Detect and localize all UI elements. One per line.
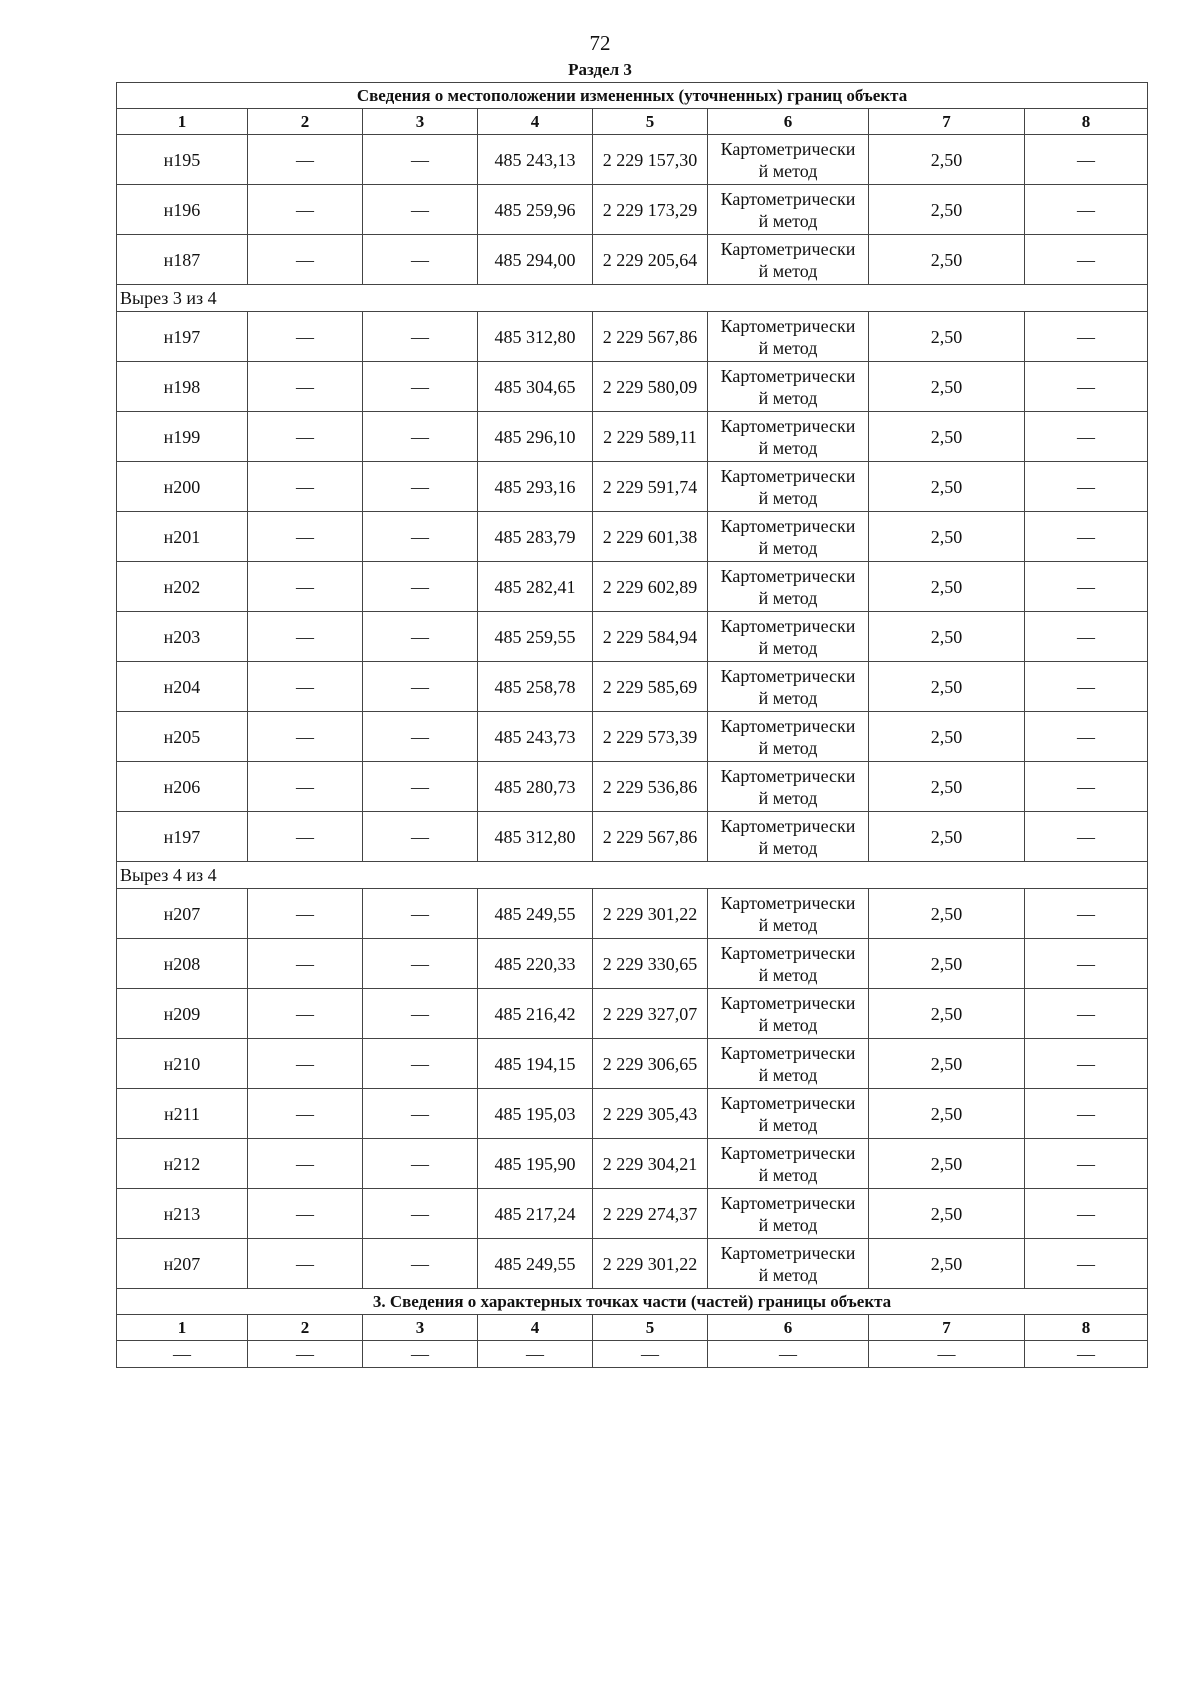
empty-cell: — xyxy=(478,1341,593,1368)
col2-cell: — xyxy=(248,1089,363,1139)
empty-cell: — xyxy=(117,1341,248,1368)
table-row xyxy=(117,562,1148,612)
table-row xyxy=(117,889,1148,939)
table-row xyxy=(117,1089,1148,1139)
col3-cell: — xyxy=(363,989,478,1039)
group-label: Вырез 3 из 4 xyxy=(117,285,1148,312)
method-line-2: й метод xyxy=(758,1064,818,1085)
x-coordinate-cell: 485 293,16 xyxy=(478,462,593,512)
method-cell xyxy=(708,462,869,512)
column-header-row xyxy=(117,109,1148,135)
accuracy-cell: 2,50 xyxy=(869,1139,1025,1189)
method-line-1: Картометрически xyxy=(720,765,856,786)
y-coordinate-cell: 2 229 327,07 xyxy=(593,989,708,1039)
col2-cell: — xyxy=(248,462,363,512)
y-coordinate-cell: 2 229 173,29 xyxy=(593,185,708,235)
point-name-cell: н197 xyxy=(117,312,248,362)
column-header: 5 xyxy=(593,109,708,135)
group-label-row xyxy=(117,862,1148,889)
x-coordinate-cell: 485 249,55 xyxy=(478,1239,593,1289)
col2-cell: — xyxy=(248,662,363,712)
method-line-1: Картометрически xyxy=(720,1142,856,1163)
method-line-1: Картометрически xyxy=(720,465,856,486)
column-header: 2 xyxy=(248,1315,363,1341)
col8-cell: — xyxy=(1025,712,1148,762)
x-coordinate-cell: 485 243,73 xyxy=(478,712,593,762)
table-row xyxy=(117,1189,1148,1239)
col8-cell: — xyxy=(1025,812,1148,862)
method-line-1: Картометрически xyxy=(720,365,856,386)
x-coordinate-cell: 485 194,15 xyxy=(478,1039,593,1089)
accuracy-cell: 2,50 xyxy=(869,762,1025,812)
point-name-cell: н207 xyxy=(117,889,248,939)
method-line-1: Картометрически xyxy=(720,1192,856,1213)
y-coordinate-cell: 2 229 601,38 xyxy=(593,512,708,562)
table-row xyxy=(117,662,1148,712)
method-line-1: Картометрически xyxy=(720,665,856,686)
col3-cell: — xyxy=(363,135,478,185)
y-coordinate-cell: 2 229 602,89 xyxy=(593,562,708,612)
method-line-2: й метод xyxy=(758,1214,818,1235)
section3-header-row xyxy=(117,1315,1148,1341)
table-row xyxy=(117,512,1148,562)
y-coordinate-cell: 2 229 205,64 xyxy=(593,235,708,285)
column-header: 1 xyxy=(117,109,248,135)
col2-cell: — xyxy=(248,812,363,862)
accuracy-cell: 2,50 xyxy=(869,662,1025,712)
y-coordinate-cell: 2 229 589,11 xyxy=(593,412,708,462)
method-line-2: й метод xyxy=(758,387,818,408)
col8-cell: — xyxy=(1025,512,1148,562)
col2-cell: — xyxy=(248,235,363,285)
page-number: 72 xyxy=(589,31,611,55)
column-header: 4 xyxy=(478,109,593,135)
empty-cell: — xyxy=(363,1341,478,1368)
table-row xyxy=(117,135,1148,185)
y-coordinate-cell: 2 229 580,09 xyxy=(593,362,708,412)
table-title: Сведения о местоположении измененных (уточненных) границ объекта xyxy=(117,83,1148,109)
method-line-1: Картометрически xyxy=(720,415,856,436)
accuracy-cell: 2,50 xyxy=(869,185,1025,235)
col3-cell: — xyxy=(363,1189,478,1239)
section-title: Раздел 3 xyxy=(568,60,632,79)
column-header: 8 xyxy=(1025,1315,1148,1341)
table-row xyxy=(117,612,1148,662)
col2-cell: — xyxy=(248,939,363,989)
section3-title: 3. Сведения о характерных точках части (частей) границы объекта xyxy=(117,1289,1148,1315)
accuracy-cell: 2,50 xyxy=(869,1039,1025,1089)
col8-cell: — xyxy=(1025,889,1148,939)
col2-cell: — xyxy=(248,712,363,762)
method-line-1: Картометрически xyxy=(720,615,856,636)
y-coordinate-cell: 2 229 567,86 xyxy=(593,312,708,362)
empty-cell: — xyxy=(869,1341,1025,1368)
y-coordinate-cell: 2 229 301,22 xyxy=(593,1239,708,1289)
col8-cell: — xyxy=(1025,362,1148,412)
boundary-table xyxy=(116,82,1148,1368)
method-line-2: й метод xyxy=(758,964,818,985)
table-row xyxy=(117,185,1148,235)
point-name-cell: н213 xyxy=(117,1189,248,1239)
method-line-2: й метод xyxy=(758,914,818,935)
col8-cell: — xyxy=(1025,462,1148,512)
method-cell xyxy=(708,1239,869,1289)
col3-cell: — xyxy=(363,1089,478,1139)
method-line-1: Картометрически xyxy=(720,565,856,586)
accuracy-cell: 2,50 xyxy=(869,889,1025,939)
point-name-cell: н208 xyxy=(117,939,248,989)
point-name-cell: н207 xyxy=(117,1239,248,1289)
method-line-2: й метод xyxy=(758,210,818,231)
method-line-1: Картометрически xyxy=(720,715,856,736)
col2-cell: — xyxy=(248,312,363,362)
point-name-cell: н201 xyxy=(117,512,248,562)
col8-cell: — xyxy=(1025,135,1148,185)
method-line-1: Картометрически xyxy=(720,892,856,913)
point-name-cell: н195 xyxy=(117,135,248,185)
point-name-cell: н198 xyxy=(117,362,248,412)
method-line-1: Картометрически xyxy=(720,188,856,209)
method-line-2: й метод xyxy=(758,837,818,858)
accuracy-cell: 2,50 xyxy=(869,462,1025,512)
col2-cell: — xyxy=(248,185,363,235)
table-row xyxy=(117,1139,1148,1189)
accuracy-cell: 2,50 xyxy=(869,235,1025,285)
accuracy-cell: 2,50 xyxy=(869,1189,1025,1239)
y-coordinate-cell: 2 229 157,30 xyxy=(593,135,708,185)
point-name-cell: н205 xyxy=(117,712,248,762)
x-coordinate-cell: 485 312,80 xyxy=(478,312,593,362)
point-name-cell: н209 xyxy=(117,989,248,1039)
accuracy-cell: 2,50 xyxy=(869,412,1025,462)
col3-cell: — xyxy=(363,812,478,862)
x-coordinate-cell: 485 220,33 xyxy=(478,939,593,989)
method-line-2: й метод xyxy=(758,1264,818,1285)
x-coordinate-cell: 485 304,65 xyxy=(478,362,593,412)
col8-cell: — xyxy=(1025,939,1148,989)
col2-cell: — xyxy=(248,362,363,412)
column-header: 8 xyxy=(1025,109,1148,135)
method-cell xyxy=(708,762,869,812)
accuracy-cell: 2,50 xyxy=(869,939,1025,989)
method-cell xyxy=(708,235,869,285)
col3-cell: — xyxy=(363,662,478,712)
table-row xyxy=(117,462,1148,512)
col2-cell: — xyxy=(248,1139,363,1189)
accuracy-cell: 2,50 xyxy=(869,1239,1025,1289)
table-row xyxy=(117,812,1148,862)
col2-cell: — xyxy=(248,612,363,662)
x-coordinate-cell: 485 259,96 xyxy=(478,185,593,235)
x-coordinate-cell: 485 280,73 xyxy=(478,762,593,812)
method-cell xyxy=(708,412,869,462)
x-coordinate-cell: 485 217,24 xyxy=(478,1189,593,1239)
method-cell xyxy=(708,362,869,412)
y-coordinate-cell: 2 229 274,37 xyxy=(593,1189,708,1239)
column-header: 5 xyxy=(593,1315,708,1341)
col3-cell: — xyxy=(363,362,478,412)
accuracy-cell: 2,50 xyxy=(869,562,1025,612)
method-cell xyxy=(708,1139,869,1189)
method-line-1: Картометрически xyxy=(720,238,856,259)
column-header: 3 xyxy=(363,1315,478,1341)
col2-cell: — xyxy=(248,1039,363,1089)
point-name-cell: н212 xyxy=(117,1139,248,1189)
method-cell xyxy=(708,812,869,862)
col3-cell: — xyxy=(363,312,478,362)
method-line-2: й метод xyxy=(758,1014,818,1035)
group-label-row xyxy=(117,285,1148,312)
x-coordinate-cell: 485 195,03 xyxy=(478,1089,593,1139)
col3-cell: — xyxy=(363,462,478,512)
col8-cell: — xyxy=(1025,1089,1148,1139)
x-coordinate-cell: 485 312,80 xyxy=(478,812,593,862)
column-header: 6 xyxy=(708,109,869,135)
column-header: 7 xyxy=(869,1315,1025,1341)
accuracy-cell: 2,50 xyxy=(869,312,1025,362)
accuracy-cell: 2,50 xyxy=(869,812,1025,862)
table-title-row xyxy=(117,83,1148,109)
col8-cell: — xyxy=(1025,989,1148,1039)
table-row xyxy=(117,712,1148,762)
col2-cell: — xyxy=(248,135,363,185)
method-cell xyxy=(708,662,869,712)
method-line-1: Картометрически xyxy=(720,138,856,159)
method-line-2: й метод xyxy=(758,737,818,758)
col8-cell: — xyxy=(1025,1189,1148,1239)
col8-cell: — xyxy=(1025,1139,1148,1189)
method-line-1: Картометрически xyxy=(720,815,856,836)
col2-cell: — xyxy=(248,1239,363,1289)
col8-cell: — xyxy=(1025,562,1148,612)
empty-cell: — xyxy=(593,1341,708,1368)
y-coordinate-cell: 2 229 591,74 xyxy=(593,462,708,512)
x-coordinate-cell: 485 296,10 xyxy=(478,412,593,462)
point-name-cell: н200 xyxy=(117,462,248,512)
col3-cell: — xyxy=(363,1039,478,1089)
point-name-cell: н211 xyxy=(117,1089,248,1139)
method-cell xyxy=(708,712,869,762)
method-cell xyxy=(708,312,869,362)
point-name-cell: н206 xyxy=(117,762,248,812)
group-label: Вырез 4 из 4 xyxy=(117,862,1148,889)
col8-cell: — xyxy=(1025,412,1148,462)
accuracy-cell: 2,50 xyxy=(869,135,1025,185)
method-cell xyxy=(708,612,869,662)
method-line-2: й метод xyxy=(758,687,818,708)
x-coordinate-cell: 485 249,55 xyxy=(478,889,593,939)
accuracy-cell: 2,50 xyxy=(869,1089,1025,1139)
method-cell xyxy=(708,939,869,989)
method-line-2: й метод xyxy=(758,537,818,558)
column-header: 6 xyxy=(708,1315,869,1341)
x-coordinate-cell: 485 282,41 xyxy=(478,562,593,612)
x-coordinate-cell: 485 216,42 xyxy=(478,989,593,1039)
table-row xyxy=(117,362,1148,412)
col8-cell: — xyxy=(1025,185,1148,235)
method-line-2: й метод xyxy=(758,1114,818,1135)
col3-cell: — xyxy=(363,712,478,762)
accuracy-cell: 2,50 xyxy=(869,712,1025,762)
method-line-2: й метод xyxy=(758,160,818,181)
col3-cell: — xyxy=(363,562,478,612)
point-name-cell: н197 xyxy=(117,812,248,862)
table-row xyxy=(117,939,1148,989)
point-name-cell: н203 xyxy=(117,612,248,662)
method-line-2: й метод xyxy=(758,787,818,808)
x-coordinate-cell: 485 243,13 xyxy=(478,135,593,185)
y-coordinate-cell: 2 229 306,65 xyxy=(593,1039,708,1089)
method-cell xyxy=(708,135,869,185)
y-coordinate-cell: 2 229 584,94 xyxy=(593,612,708,662)
method-line-2: й метод xyxy=(758,337,818,358)
method-line-1: Картометрически xyxy=(720,515,856,536)
point-name-cell: н199 xyxy=(117,412,248,462)
accuracy-cell: 2,50 xyxy=(869,512,1025,562)
y-coordinate-cell: 2 229 567,86 xyxy=(593,812,708,862)
x-coordinate-cell: 485 195,90 xyxy=(478,1139,593,1189)
y-coordinate-cell: 2 229 301,22 xyxy=(593,889,708,939)
accuracy-cell: 2,50 xyxy=(869,989,1025,1039)
col8-cell: — xyxy=(1025,235,1148,285)
col2-cell: — xyxy=(248,412,363,462)
empty-cell: — xyxy=(1025,1341,1148,1368)
method-cell xyxy=(708,512,869,562)
col3-cell: — xyxy=(363,185,478,235)
col8-cell: — xyxy=(1025,612,1148,662)
col3-cell: — xyxy=(363,1139,478,1189)
method-cell xyxy=(708,989,869,1039)
section3-empty-row xyxy=(117,1341,1148,1368)
accuracy-cell: 2,50 xyxy=(869,612,1025,662)
table-row xyxy=(117,1239,1148,1289)
empty-cell: — xyxy=(248,1341,363,1368)
col3-cell: — xyxy=(363,889,478,939)
y-coordinate-cell: 2 229 585,69 xyxy=(593,662,708,712)
column-header: 1 xyxy=(117,1315,248,1341)
y-coordinate-cell: 2 229 536,86 xyxy=(593,762,708,812)
point-name-cell: н202 xyxy=(117,562,248,612)
y-coordinate-cell: 2 229 330,65 xyxy=(593,939,708,989)
method-cell xyxy=(708,1089,869,1139)
table-row xyxy=(117,1039,1148,1089)
method-line-2: й метод xyxy=(758,587,818,608)
col3-cell: — xyxy=(363,1239,478,1289)
col3-cell: — xyxy=(363,412,478,462)
col2-cell: — xyxy=(248,1189,363,1239)
method-line-2: й метод xyxy=(758,1164,818,1185)
method-line-2: й метод xyxy=(758,487,818,508)
point-name-cell: н210 xyxy=(117,1039,248,1089)
method-line-1: Картометрически xyxy=(720,1042,856,1063)
col8-cell: — xyxy=(1025,1239,1148,1289)
col3-cell: — xyxy=(363,512,478,562)
col2-cell: — xyxy=(248,762,363,812)
method-line-2: й метод xyxy=(758,260,818,281)
col2-cell: — xyxy=(248,562,363,612)
table-row xyxy=(117,762,1148,812)
col8-cell: — xyxy=(1025,1039,1148,1089)
y-coordinate-cell: 2 229 573,39 xyxy=(593,712,708,762)
column-header: 4 xyxy=(478,1315,593,1341)
method-line-1: Картометрически xyxy=(720,315,856,336)
col3-cell: — xyxy=(363,612,478,662)
col2-cell: — xyxy=(248,889,363,939)
col3-cell: — xyxy=(363,235,478,285)
method-cell xyxy=(708,1189,869,1239)
section3-title-row xyxy=(117,1289,1148,1315)
col8-cell: — xyxy=(1025,662,1148,712)
table-row xyxy=(117,412,1148,462)
method-line-1: Картометрически xyxy=(720,992,856,1013)
table-row xyxy=(117,989,1148,1039)
table-row xyxy=(117,235,1148,285)
accuracy-cell: 2,50 xyxy=(869,362,1025,412)
col3-cell: — xyxy=(363,762,478,812)
col2-cell: — xyxy=(248,989,363,1039)
y-coordinate-cell: 2 229 305,43 xyxy=(593,1089,708,1139)
x-coordinate-cell: 485 259,55 xyxy=(478,612,593,662)
y-coordinate-cell: 2 229 304,21 xyxy=(593,1139,708,1189)
col3-cell: — xyxy=(363,939,478,989)
point-name-cell: н196 xyxy=(117,185,248,235)
x-coordinate-cell: 485 258,78 xyxy=(478,662,593,712)
x-coordinate-cell: 485 283,79 xyxy=(478,512,593,562)
method-line-1: Картометрически xyxy=(720,1092,856,1113)
column-header: 7 xyxy=(869,109,1025,135)
method-line-1: Картометрически xyxy=(720,942,856,963)
method-cell xyxy=(708,1039,869,1089)
table-row xyxy=(117,312,1148,362)
point-name-cell: н187 xyxy=(117,235,248,285)
method-cell xyxy=(708,889,869,939)
point-name-cell: н204 xyxy=(117,662,248,712)
method-cell xyxy=(708,185,869,235)
column-header: 3 xyxy=(363,109,478,135)
method-line-2: й метод xyxy=(758,637,818,658)
col8-cell: — xyxy=(1025,312,1148,362)
col2-cell: — xyxy=(248,512,363,562)
method-line-1: Картометрически xyxy=(720,1242,856,1263)
method-cell xyxy=(708,562,869,612)
empty-cell: — xyxy=(708,1341,869,1368)
column-header: 2 xyxy=(248,109,363,135)
col8-cell: — xyxy=(1025,762,1148,812)
x-coordinate-cell: 485 294,00 xyxy=(478,235,593,285)
method-line-2: й метод xyxy=(758,437,818,458)
